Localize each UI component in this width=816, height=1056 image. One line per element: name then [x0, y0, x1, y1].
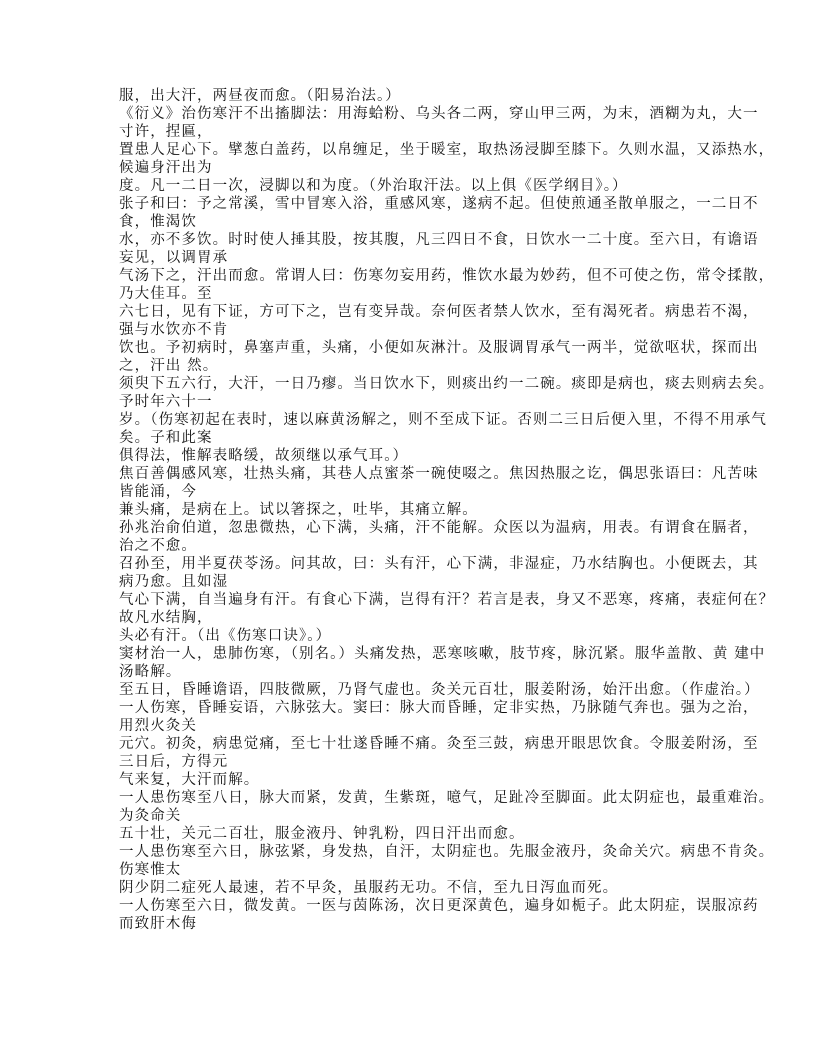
text-line: 食，惟渴饮: [119, 214, 197, 230]
text-line: 阴少阴二症死人最速，若不早灸，虽服药无功。不信，至九日泻血而死。: [119, 880, 619, 896]
text-line: 之，汗出 然。: [119, 358, 219, 374]
text-line: 强与水饮亦不肯: [119, 322, 229, 338]
text-line: 而致肝木侮: [119, 916, 197, 932]
text-line: 乃大佳耳。至: [119, 286, 213, 302]
text-line: 为灸命关: [119, 808, 182, 824]
text-line: 寸许，捏匾，: [119, 124, 213, 140]
text-line: 焦百善偶感风寒，壮热头痛，其巷人点蜜茶一碗使啜之。焦因热服之讫，偶思张语曰：凡苦味: [119, 466, 759, 482]
text-line: 窦材治一人，患肺伤寒，（别名。）头痛发热，恶寒咳嗽，肢节疼，脉沉紧。服华盖散、黄 建中: [119, 646, 766, 662]
text-line: 至五日，昏睡谵语，四肢微厥，乃肾气虚也。灸关元百壮，服姜附汤，始汗出愈。（作虚治。）: [119, 682, 760, 698]
text-line: 一人伤寒，昏睡妄语，六脉弦大。窦曰：脉大而昏睡，定非实热，乃脉随气奔也。强为之治，: [119, 700, 759, 716]
text-line: 气来复，大汗而解。: [119, 772, 260, 788]
text-line: 一人患伤寒至六日，脉弦紧，身发热，自汗，太阴症也。先服金液丹，灸命关穴。病患不肯灸。: [119, 844, 775, 860]
text-line: 五十壮，关元二百壮，服金液丹、钟乳粉，四日汗出而愈。: [119, 826, 525, 842]
text-line: 张子和曰：予之常溪，雪中冒寒入浴，重感风寒，遂病不起。但使煎通圣散单服之，一二日不: [119, 196, 759, 212]
document-page: [119, 87, 775, 933]
text-line: 气心下满，自当遍身有汗。有食心下满，岂得有汗？若言是表，身又不恶寒，疼痛，表症何在？: [119, 592, 775, 608]
text-line: 三日后，方得元: [119, 754, 229, 770]
text-line: 孙兆治俞伯道，忽患微热，心下满，头痛，汗不能解。众医以为温病，用表。有谓食在膈者，: [119, 520, 759, 536]
text-line: 用烈火灸关: [119, 718, 197, 734]
text-line: 一人患伤寒至八日，脉大而紧，发黄，生紫斑，噫气，足趾冷至脚面。此太阴症也，最重难治。: [119, 790, 775, 806]
text-line: 服，出大汗，两昼夜而愈。（阳易治法。）: [119, 88, 401, 104]
text-line: 水，亦不多饮。时时使人捶其股，按其腹，凡三四日不食，日饮水一二十度。至六日，有谵语: [119, 232, 759, 248]
text-line: 病乃愈。且如湿: [119, 574, 229, 590]
text-line: 度。凡一二日一次，浸脚以和为度。（外治取汗法。以上俱《医学纲目》。）: [119, 178, 628, 194]
text-line: 予时年六十一: [119, 394, 213, 410]
text-line: 兼头痛，是病在上。试以箸探之，吐毕，其痛立解。: [119, 502, 478, 518]
text-line: 治之不愈。: [119, 538, 197, 554]
text-line: 一人伤寒至六日，微发黄。一医与茵陈汤，次日更深黄色，遍身如栀子。此太阴症，误服凉药: [119, 898, 759, 914]
text-line: 气汤下之，汗出而愈。常谓人曰：伤寒勿妄用药，惟饮水最为妙药，但不可使之伤，常令揉散，: [119, 268, 775, 284]
text-line: 召孙至，用半夏茯苓汤。问其故，曰：头有汗，心下满，非湿症，乃水结胸也。小便既去，其: [119, 556, 759, 572]
text-line: 置患人足心下。擘葱白盖药，以帛缠足，坐于暖室，取热汤浸脚至膝下。久则水温，又添热水，: [119, 142, 775, 158]
text-line: 矣。子和此案: [119, 430, 213, 446]
text-line: 饮也。予初病时，鼻塞声重，头痛，小便如灰淋汁。及服调胃承气一两半，觉欲呕状，探而出: [119, 340, 759, 356]
text-line: 俱得法，惟解表略缓，故须继以承气耳。）: [119, 448, 409, 464]
text-line: 头必有汗。（出《伤寒口诀》。）: [119, 628, 332, 644]
text-line: 须臾下五六行，大汗，一日乃瘳。当日饮水下，则痰出约一二碗。痰即是病也，痰去则病去矣。: [119, 376, 775, 392]
text-line: 妄见，以调胃承: [119, 250, 229, 266]
text-line: 皆能涌，今: [119, 484, 197, 500]
text-line: 汤略解。: [119, 664, 182, 680]
text-line: 元穴。初灸，病患觉痛，至七十壮遂昏睡不痛。灸至三鼓，病患开眼思饮食。令服姜附汤，至: [119, 736, 759, 752]
text-line: 伤寒惟太: [119, 862, 182, 878]
text-line: 候遍身汗出为: [119, 160, 213, 176]
text-line: 《衍义》治伤寒汗不出搐脚法：用海蛤粉、乌头各二两，穿山甲三两，为末，酒糊为丸，大一: [119, 106, 759, 122]
text-line: 岁。（伤寒初起在表时，速以麻黄汤解之，则不至成下证。否则二三日后便入里，不得不用承气: [119, 412, 767, 428]
text-line: 故凡水结胸，: [119, 610, 213, 626]
text-line: 六七日，见有下证，方可下之，岂有变异哉。奈何医者禁人饮水，至有渴死者。病患若不渴，: [119, 304, 759, 320]
